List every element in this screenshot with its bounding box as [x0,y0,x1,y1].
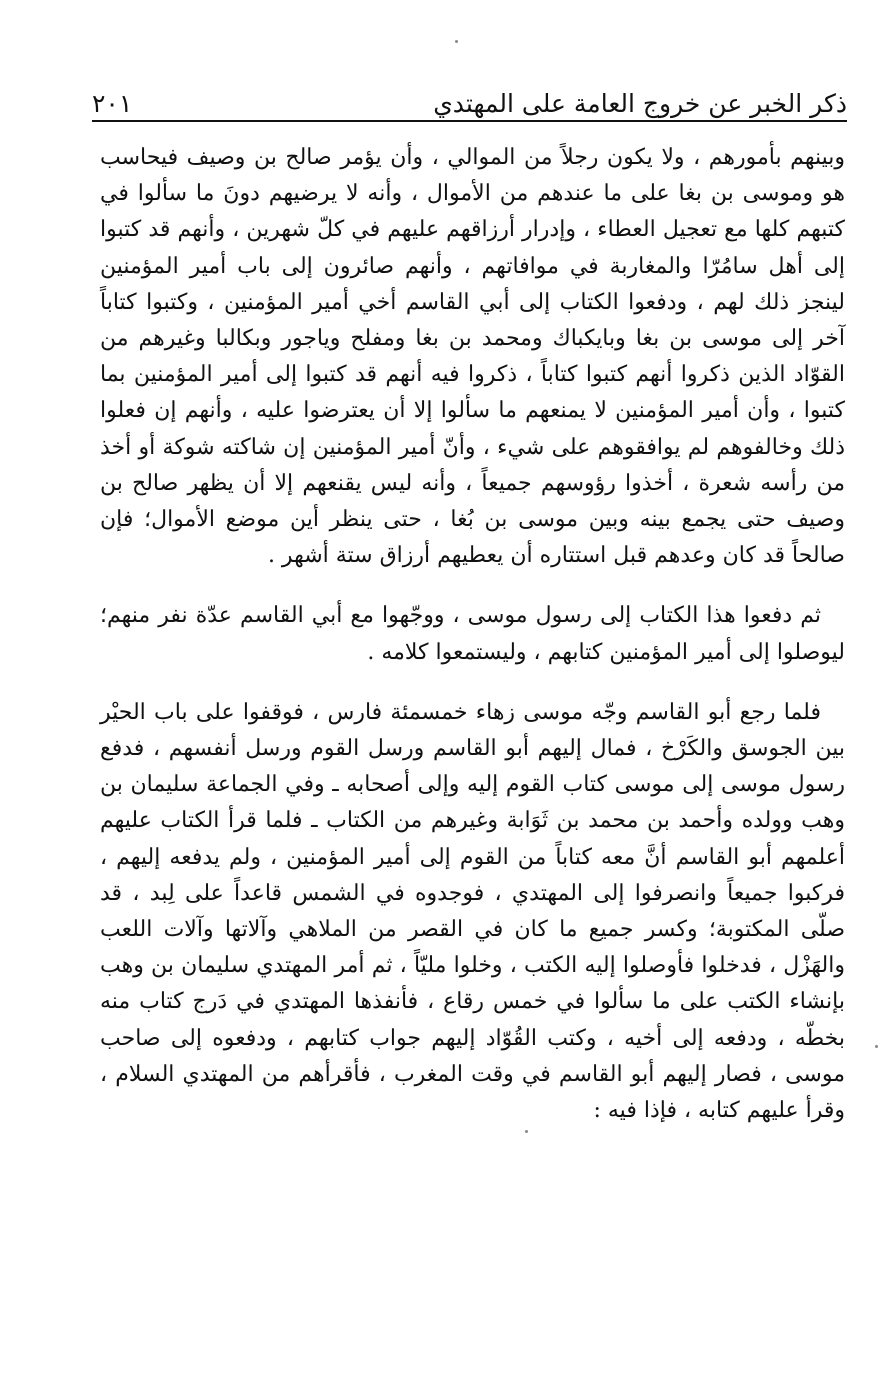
paragraph-1: وبينهم بأمورهم ، ولا يكون رجلاً من الموالي ، وأن يؤمر صالح بن وصيف فيحاسب هو وموسى بن بغا على ما عندهم من الأموال ، وأنه لا يرضيهم دونَ ما سألوا في كتبهم كلها مع تعجيل العطاء ، وإدرار أرزاقهم عليهم في كلّ شهرين ، وأنهم قد كتبوا إلى أهل سامُرّا والمغاربة في موافاتهم ، وأنهم صائرون إلى باب أمير المؤمنين لينجز ذلك لهم ، ودفعوا الكتاب إلى أبي القاسم أخي أمير المؤمنين ، وكتبوا كتاباً آخر إلى موسى بن بغا وبايكباك ومحمد بن بغا ومفلح وياجور وبكالبا وغيرهم من القوّاد الذين ذكروا أنهم كتبوا كتاباً ، ذكروا فيه أنهم قد كتبوا إلى أمير المؤمنين بما كتبوا ، وأن أمير المؤمنين لا يمنعهم ما سألوا إلا أن يعترضوا عليه ، وأنهم إن فعلوا ذلك وخالفوهم لم يوافقوهم على شيء ، وأنّ أمير المؤمنين إن شاكته شوكة أو أخذ من رأسه شعرة ، أخذوا رؤوسهم جميعاً ، وأنه ليس يقنعهم إلا أن يظهر صالح بن وصيف حتى يجمع بينه وبين موسى بن بُغا ، حتى ينظر أين موضع الأموال؛ فإن صالحاً قد كان وعدهم قبل استتاره أن يعطيهم أرزاق ستة أشهر . [100,145,846,569]
scan-speck [875,1045,878,1048]
paragraph-3: فلما رجع أبو القاسم وجّه موسى زهاء خمسمئة فارس ، فوقفوا على باب الحيْر بين الجوسق والكَرْخ ، فمال إليهم أبو القاسم ورسل القوم ورسل أنفسهم ، فدفع رسول موسى إلى موسى كتاب القوم إليه وإلى أصحابه ـ وفي الجماعة سليمان بن وهب وولده وأحمد بن محمد بن ثَوَابة وغيرهم من الكتاب ـ فلما قرأ الكتاب عليهم أعلمهم أبو القاسم أنَّ معه كتاباً من القوم إلى أمير المؤمنين ، ولم يدفعه إليهم ، فركبوا جميعاً وانصرفوا إلى المهتدي ، فوجدوه في الشمس قاعداً على لِبد ، قد صلّى المكتوبة؛ وكسر جميع ما كان في القصر من الملاهي وآلاتها وآلات اللعب والهَزْل ، فدخلوا فأوصلوا إليه الكتب ، وخلوا مليّاً ، ثم أمر المهتدي سليمان بن وهب بإنشاء الكتب على ما سألوا في خمس رقاع ، فأنفذها المهتدي في دَرج كتاب منه بخطّه ، ودفعه إلى أخيه ، وكتب القُوّاد إليهم جواب كتابهم ، ودفعوه إلى صاحب موسى ، فصار إليهم أبو القاسم في وقت المغرب ، فأقرأهم من المهتدي السلام ، وقرأ عليهم كتابه ، فإذا فيه : [100,699,845,1124]
scan-speck [525,1130,528,1133]
page-number: ٢٠١ [92,89,133,118]
page-header [92,80,847,122]
body-text [100,140,845,1129]
running-title: ذكر الخبر عن خروج العامة على المهتدي [433,89,847,118]
scan-speck [455,40,458,43]
paragraph-2: ثم دفعوا هذا الكتاب إلى رسول موسى ، ووجّهوا مع أبي القاسم عدّة نفر منهم؛ ليوصلوا إلى أمير المؤمنين كتابهم ، وليستمعوا كلامه . [100,603,845,665]
